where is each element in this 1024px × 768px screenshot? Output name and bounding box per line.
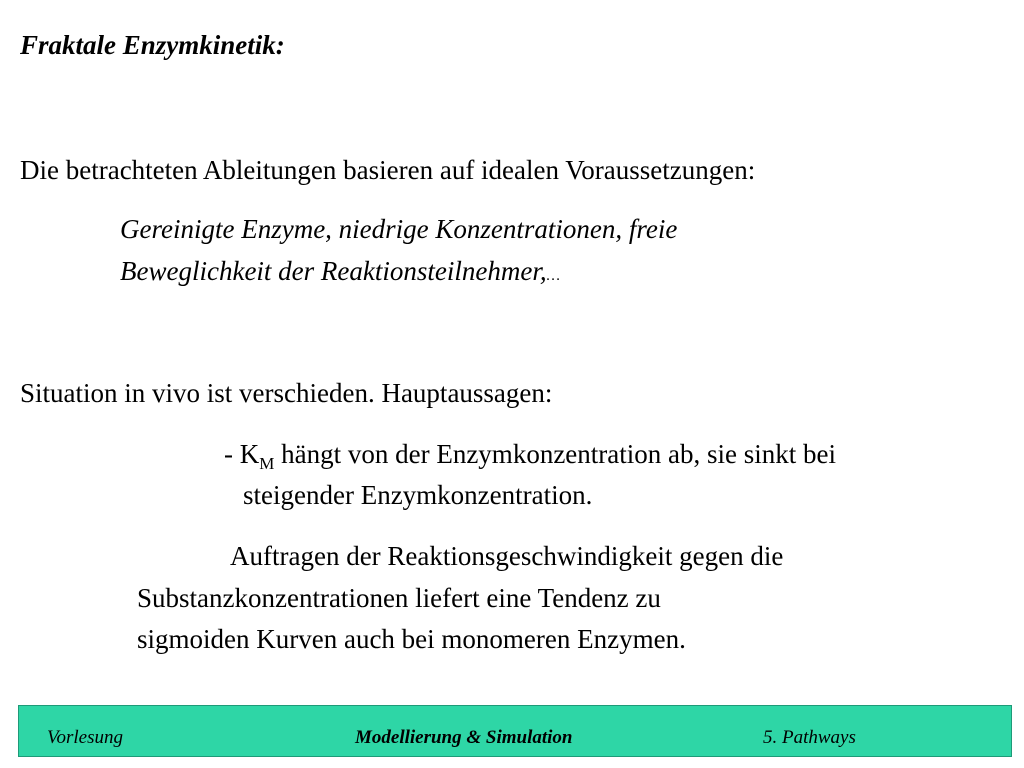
point2-line-3: sigmoiden Kurven auch bei monomeren Enzymen.: [137, 624, 686, 654]
footer-right-text: 5. Pathways: [763, 727, 856, 748]
point2-line-1: Auftragen der Reaktionsgeschwindigkeit gegen die: [230, 541, 784, 571]
ideal-conditions-line-2: [120, 253, 560, 294]
km-subscript: M: [259, 454, 275, 473]
ideal-conditions-line-1: Gereinigte Enzyme, niedrige Konzentrationen, freie: [120, 214, 678, 244]
ideal-conditions-text: Beweglichkeit der Reaktionsteilnehmer,: [120, 256, 547, 286]
point1-prefix: - K: [224, 439, 260, 469]
slide-title: Fraktale Enzymkinetik:: [20, 30, 285, 60]
point1-line-1: [224, 436, 836, 476]
ellipsis: …: [546, 268, 560, 284]
footer-bar: [18, 705, 1012, 757]
intro-text: Die betrachteten Ableitungen basieren auf idealen Voraussetzungen:: [20, 155, 756, 185]
point1-rest: hängt von der Enzymkonzentration ab, sie sinkt bei: [274, 439, 836, 469]
point1-line-2: steigender Enzymkonzentration.: [243, 480, 593, 510]
in-vivo-text: Situation in vivo ist verschieden. Hauptaussagen:: [20, 378, 553, 408]
point2-line-2: Substanzkonzentrationen liefert eine Tendenz zu: [137, 583, 661, 613]
footer-center-text: Modellierung & Simulation: [355, 727, 573, 748]
footer-left-text: Vorlesung: [47, 727, 123, 748]
